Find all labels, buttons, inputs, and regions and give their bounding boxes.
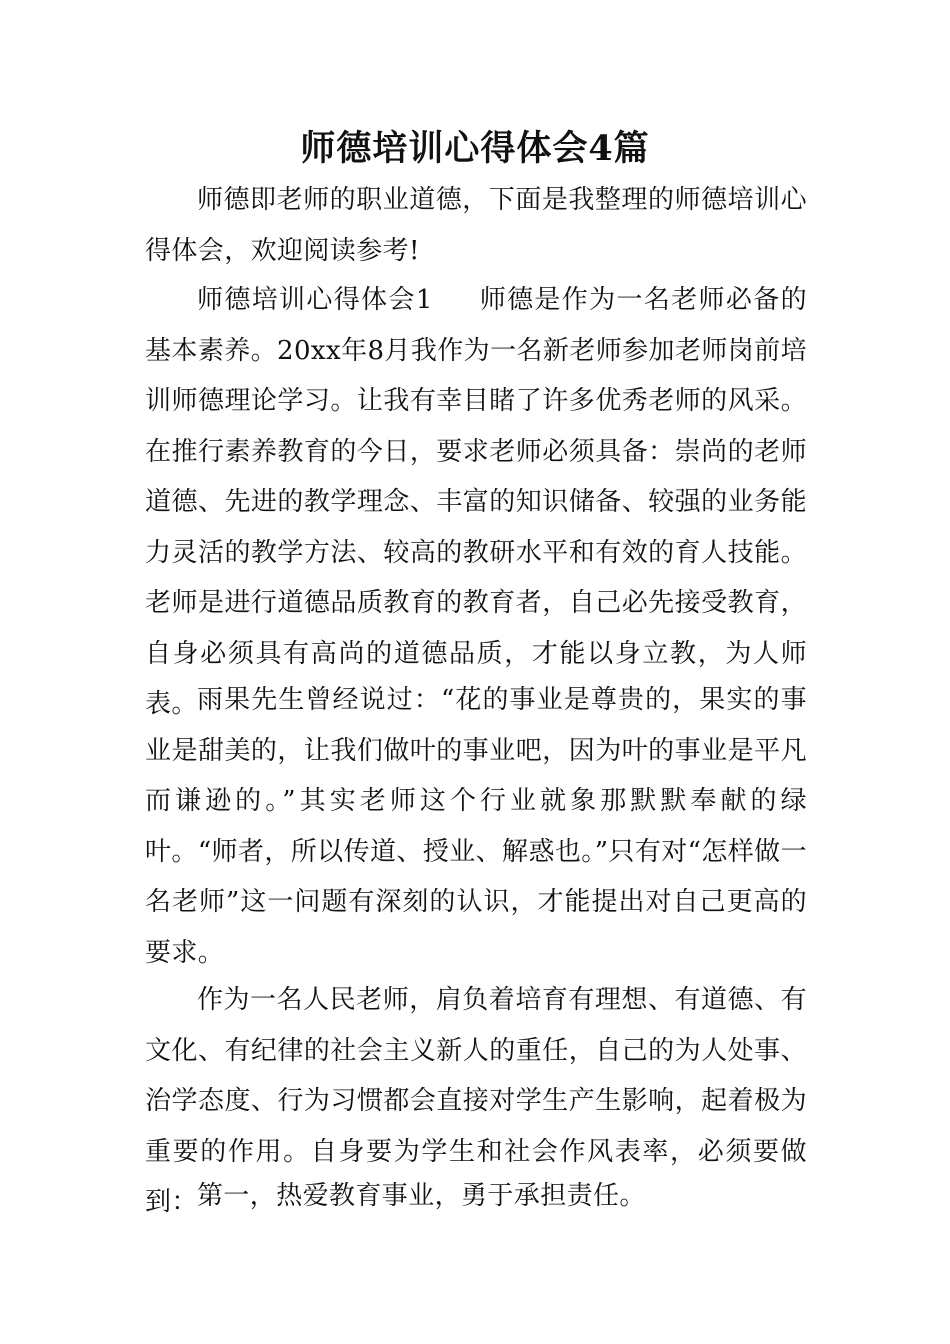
- section1-block: [145, 275, 807, 730]
- document-title: 师德培训心得体会4篇: [300, 128, 650, 169]
- paragraph-2: [145, 675, 807, 978]
- section1-text: 师德是作为一名老师必备的基本素养。20xx年8月我作为一名新老师参加老师岗前培训师德理论学习。让我有幸目睹了许多优秀老师的风采。在推行素养教育的今日，要求老师必须具备：崇尚的老师道德、先进的教学理念、丰富的知识储备、较强的业务能力灵活的教学方法、较高的教研水平和有效的育人技能。老师是进行道德品质教育的教育者，自己必先接受教育，自身必须具有高尚的道德品质，才能以身立教，为人师表。: [145, 285, 807, 719]
- paragraph-4-text: 第一，热爱教育事业，勇于承担责任。: [197, 1181, 646, 1211]
- paragraph-2-text: 雨果先生曾经说过：“花的事业是尊贵的，果实的事业是甜美的，让我们做叶的事业吧，因为叶的事业是平凡而谦逊的。”其实老师这个行业就象那默默奉献的绿叶。“师者，所以传道、授业、解惑也。”只有对“怎样做一名老师”这一问题有深刻的认识，才能提出对自己更高的要求。: [145, 685, 807, 968]
- paragraph-3-text: 作为一名人民老师，肩负着培育有理想、有道德、有文化、有纪律的社会主义新人的重任，自己的为人处事、治学态度、行为习惯都会直接对学生产生影响，起着极为重要的作用。自身要为学生和社会作风表率，必须要做到：: [145, 985, 807, 1217]
- intro-paragraph: [145, 175, 807, 276]
- section1-paragraph: [145, 275, 807, 730]
- paragraph-4: [145, 1171, 807, 1222]
- section1-heading: 师德培训心得体会1: [197, 285, 433, 315]
- intro-text: 师德即老师的职业道德，下面是我整理的师德培训心得体会，欢迎阅读参考!: [145, 185, 807, 266]
